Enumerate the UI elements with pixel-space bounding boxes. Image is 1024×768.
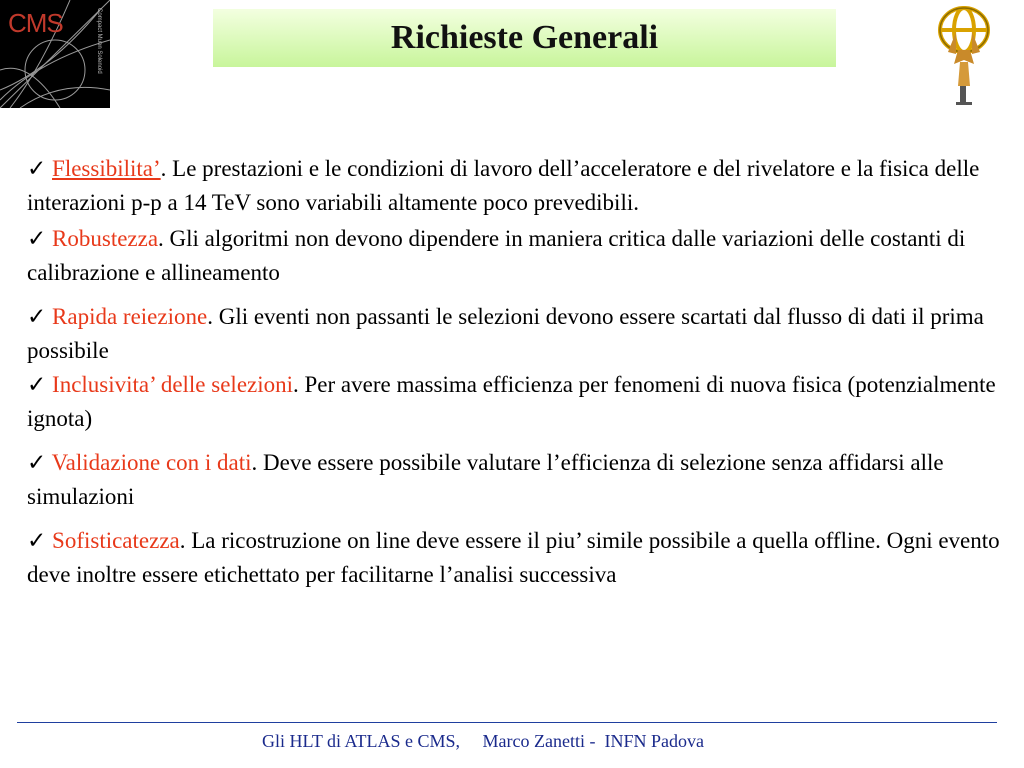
item-text: . Per avere massima efficienza per fenomeni di nuova fisica (potenzialmente ignota) [27,372,996,431]
item-keyword: Inclusivita’ delle selezioni [52,372,294,397]
checkmark-icon: ✓ [27,304,47,329]
checkmark-icon: ✓ [27,450,47,475]
cms-logo-subtext: Compact Muon Solenoid [96,8,102,74]
item-keyword: Rapida reiezione [52,304,208,329]
item-text: . Gli eventi non passanti le selezioni devono essere scartati dal flusso di dati il prima possibile [27,304,984,363]
cms-logo [0,0,110,108]
item-text: . La ricostruzione on line deve essere il piu’ simile possibile a quella offline. Ogni evento deve inoltre essere etichettato per facilitarne l’analisi successiva [27,528,1000,587]
atlas-figure-icon [934,2,1000,108]
bullet-list [27,152,1002,592]
item-text: . Gli algoritmi non devono dipendere in maniera critica dalle variazioni delle costanti di calibrazione e allineamento [27,226,966,285]
atlas-logo [934,2,1000,108]
cms-logo-text: CMS [8,8,63,38]
item-keyword: Validazione con i dati [51,450,252,475]
list-item [27,152,1002,220]
item-keyword: Sofisticatezza [52,528,180,553]
item-text: . Le prestazioni e le condizioni di lavoro dell’acceleratore e del rivelatore e la fisica delle interazioni p-p a 14 TeV sono variabili altamente poco prevedibili. [27,156,980,215]
item-keyword: Robustezza [52,226,159,251]
item-keyword: Flessibilita’ [52,156,161,181]
slide-title: Richieste Generali [390,19,659,56]
footer-divider [17,722,997,723]
checkmark-icon: ✓ [27,372,47,397]
checkmark-icon: ✓ [27,528,47,553]
item-text: . Deve essere possibile valutare l’efficienza di selezione senza affidarsi alle simulazioni [27,450,944,509]
list-item [27,446,1002,514]
list-item [27,222,1002,290]
list-item [27,300,1002,368]
list-item [27,524,1002,592]
title-banner [213,9,836,67]
checkmark-icon: ✓ [27,156,47,181]
checkmark-icon: ✓ [27,226,47,251]
footer-text: Gli HLT di ATLAS e CMS, Marco Zanetti - INFN Padova [262,731,704,751]
list-item [27,368,1002,436]
